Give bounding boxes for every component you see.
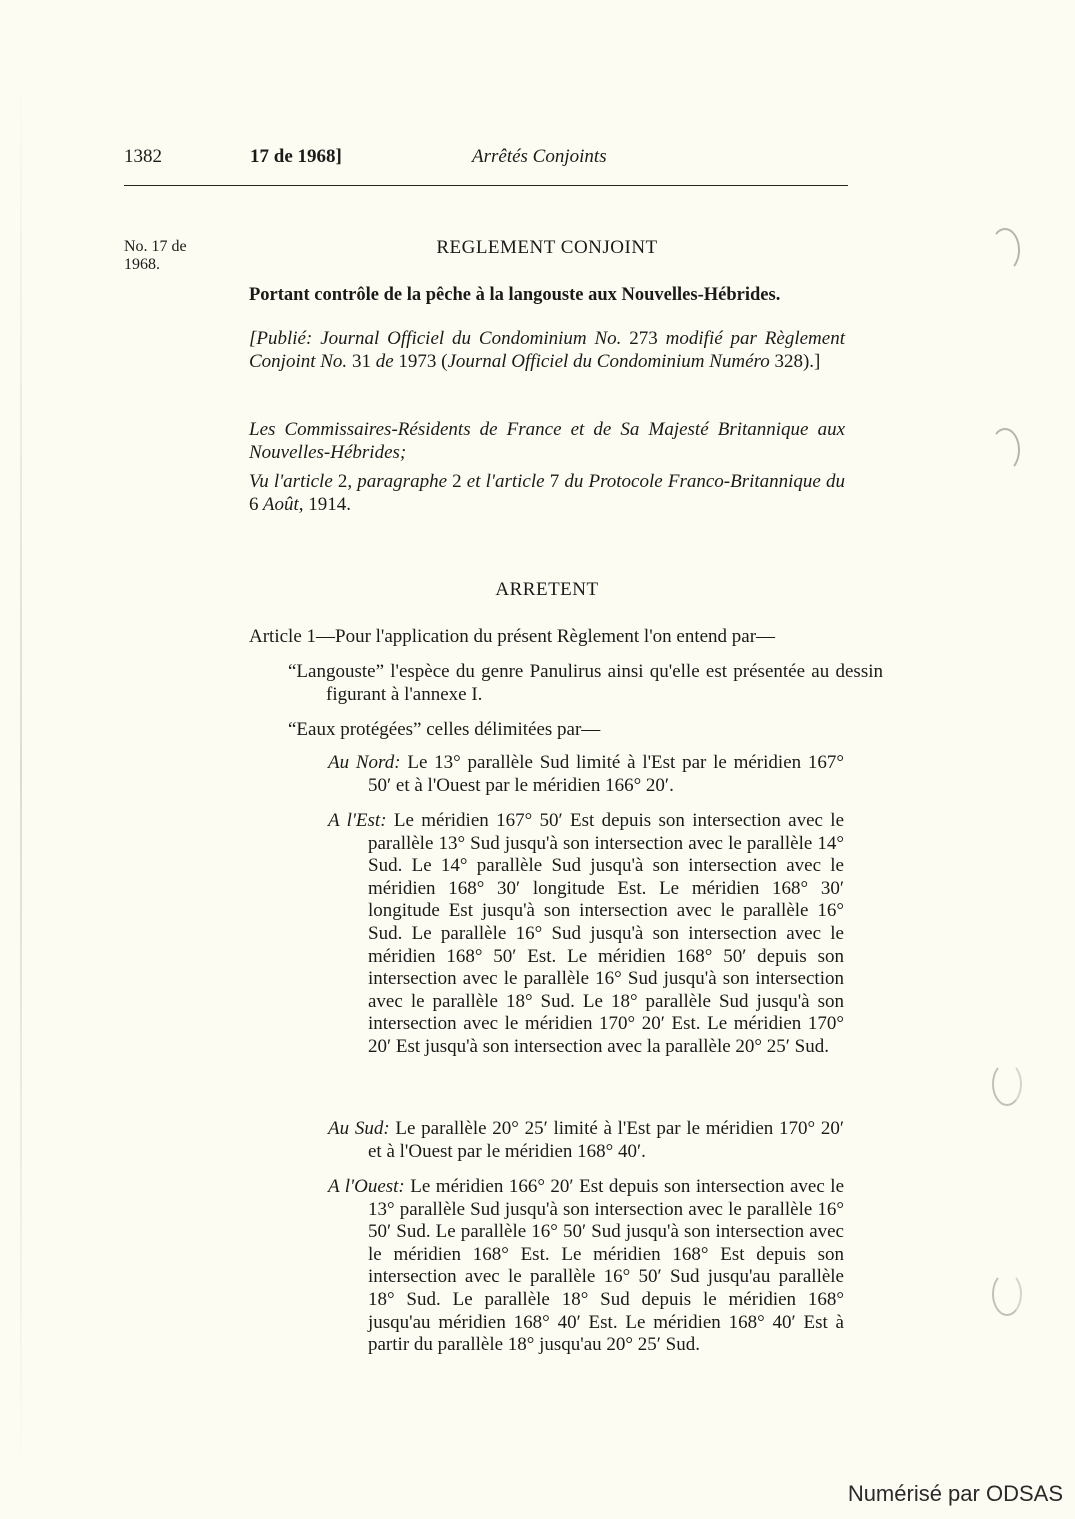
boundary-ouest-label: A l'Ouest: xyxy=(328,1176,405,1197)
boundary-nord xyxy=(328,752,844,797)
boundary-est-label: A l'Est: xyxy=(328,810,387,831)
digitization-watermark: Numérisé par ODSAS xyxy=(847,1481,1063,1506)
page-edge-shadow xyxy=(20,60,22,1490)
document-subtitle: Portant contrôle de la pêche à la langouste aux Nouvelles-Hébrides. xyxy=(249,285,781,305)
punch-hole-1 xyxy=(990,228,1020,272)
header-rule xyxy=(124,185,848,186)
preamble-commissioners: Les Commissaires-Résidents de France et de Sa Majesté Britannique aux Nouvelles-Hébrides; xyxy=(249,419,845,463)
publication-note: [Publié: Journal Officiel du Condominium No. 273 modifié par Règlement Conjoint No. 31 de 1973 (Journal Officiel du Condominium Numéro 328).] xyxy=(249,328,845,372)
boundary-sud-text: Le parallèle 20° 25′ limité à l'Est par le méridien 170° 20′ et à l'Ouest par le méridien 168° 40′. xyxy=(368,1118,844,1162)
margin-note xyxy=(124,238,224,274)
running-header xyxy=(124,146,848,174)
boundary-sud-label: Au Sud: xyxy=(328,1118,390,1139)
running-title: Arrêtés Conjoints xyxy=(472,146,607,167)
margin-note-line1: No. 17 de xyxy=(124,238,187,255)
boundary-sud xyxy=(328,1118,844,1163)
definition-eaux-protegees: “Eaux protégées” celles délimitées par— xyxy=(288,719,601,740)
boundary-ouest xyxy=(328,1176,844,1357)
boundary-est xyxy=(328,810,844,1059)
boundary-est-text: Le méridien 167° 50′ Est depuis son intersection avec le parallèle 13° Sud jusqu'à son intersection avec le parallèle 14° Sud. Le 14° parallèle Sud jusqu'à son intersection avec le méridien 168° 30′ longitude Est. Le méridien 168° 30′ longitude Est jusqu'à son intersection avec le parallèle 16° Sud. Le parallèle 16° Sud jusqu'à son intersection avec le méridien 168° 50′ Est. Le méridien 168° 50′ depuis son intersection avec le parallèle 16° Sud jusqu'à son intersection avec le parallèle 18° Sud. Le 18° parallèle Sud jusqu'à son intersection avec le méridien 170° 20′ Est. Le méridien 170° 20′ Est jusqu'à son intersection avec la parallèle 20° 25′ Sud. xyxy=(368,810,845,1057)
preamble-vu: Vu l'article 2, paragraphe 2 et l'article 7 du Protocole Franco-Britannique du 6 Août, 1914. xyxy=(249,471,846,515)
punch-hole-4 xyxy=(992,1272,1022,1316)
margin-note-line2: 1968. xyxy=(124,256,160,273)
definition-langouste: “Langouste” l'espèce du genre Panulirus ainsi qu'elle est présentée au dessin figurant à l'annexe I. xyxy=(288,661,883,705)
boundary-nord-text: Le 13° parallèle Sud limité à l'Est par le méridien 167° 50′ et à l'Ouest par le méridien 166° 20′. xyxy=(368,752,844,796)
punch-hole-3 xyxy=(992,1062,1022,1106)
punch-hole-2 xyxy=(990,428,1020,472)
boundary-nord-label: Au Nord: xyxy=(328,752,401,773)
page-number: 1382 xyxy=(124,146,162,167)
document-title: REGLEMENT CONJOINT xyxy=(436,237,658,258)
header-reference: 17 de 1968] xyxy=(250,146,342,167)
boundary-ouest-text: Le méridien 166° 20′ Est depuis son intersection avec le 13° parallèle Sud jusqu'à son intersection avec le parallèle 16° 50′ Sud. Le parallèle 16° 50′ Sud jusqu'à son intersection avec le méridien 168° Est. Le méridien 168° Est depuis son intersection avec le parallèle 16° 50′ Sud jusqu'au parallèle 18° Sud. Le parallèle 18° Sud depuis le méridien 168° jusqu'au méridien 168° 40′ Est. Le méridien 168° 40′ Est à partir du parallèle 18° jusqu'au 20° 25′ Sud. xyxy=(368,1176,845,1356)
arretent-heading: ARRETENT xyxy=(495,579,599,600)
article-1-intro: Article 1—Pour l'application du présent Règlement l'on entend par— xyxy=(249,626,776,647)
